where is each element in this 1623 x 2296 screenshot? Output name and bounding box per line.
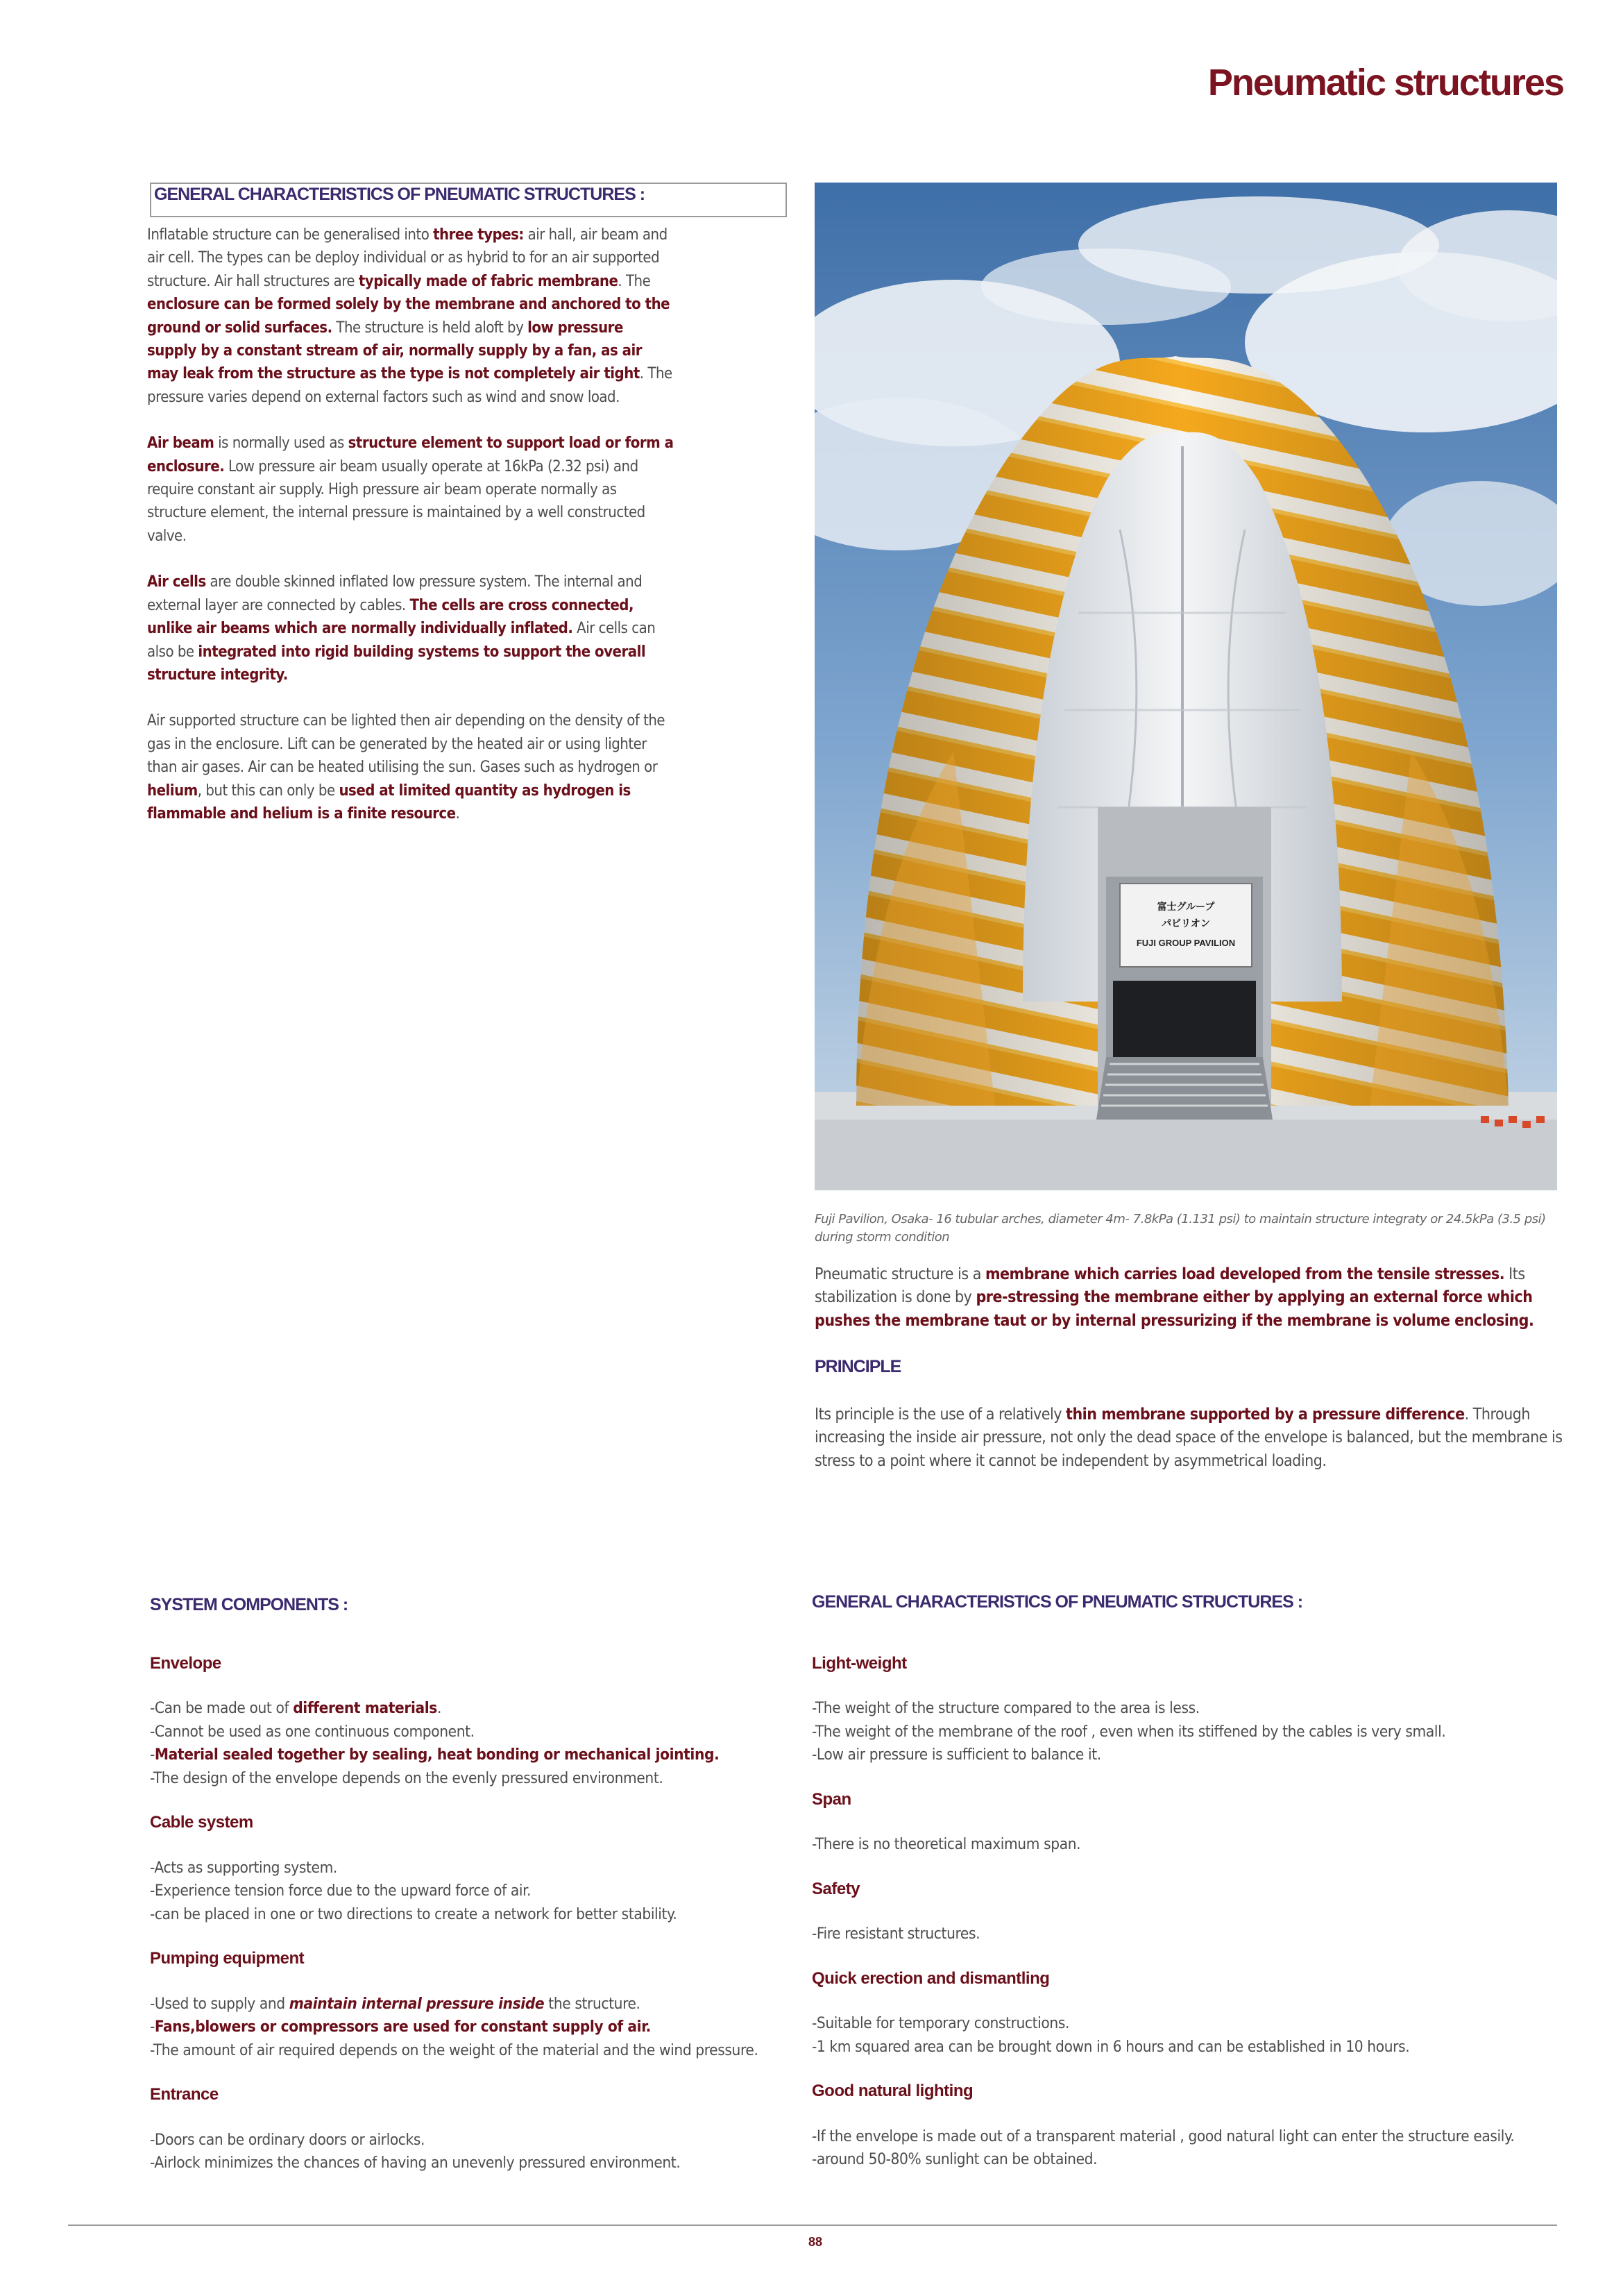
emphasis-text: maintain internal pressure inside xyxy=(289,1994,545,2013)
bullet-line xyxy=(150,1880,816,1903)
section-envelope xyxy=(150,1652,816,1790)
text-run: -Can be made out of xyxy=(150,1699,294,1718)
text-run: , but this can only be xyxy=(197,782,339,800)
principle-paragraph xyxy=(815,1403,1564,1473)
section-lines xyxy=(150,1697,816,1790)
text-run: -The weight of the membrane of the roof , even when its stiffened by the cables is very small. xyxy=(812,1722,1446,1741)
section-safety xyxy=(812,1877,1568,1946)
text-run: Pneumatic structure is a xyxy=(815,1265,985,1283)
text-run: -can be placed in one or two directions to create a network for better stability. xyxy=(150,1905,677,1923)
section-title: Cable system xyxy=(150,1813,253,1832)
emphasis-text: different materials xyxy=(293,1699,437,1718)
emphasis-text: membrane which carries load developed from the tensile stresses. xyxy=(985,1265,1505,1283)
bullet-line xyxy=(150,1767,816,1791)
sign-line-1: 富士グループ xyxy=(1157,902,1215,913)
bullet-line xyxy=(812,1833,1568,1857)
general-characteristics-heading: GENERAL CHARACTERISTICS OF PNEUMATIC STRUCTURES : xyxy=(812,1592,1303,1612)
emphasis-text: helium xyxy=(147,782,198,800)
bullet-line xyxy=(150,1721,816,1744)
section-title: Envelope xyxy=(150,1654,221,1673)
section-title: Entrance xyxy=(150,2085,219,2104)
text-run: the structure. xyxy=(544,1994,640,2013)
section-title: Safety xyxy=(812,1879,860,1898)
text-run: Its stabilization is done by xyxy=(815,1265,1525,1307)
sign-line-2: パビリオン xyxy=(1162,918,1210,929)
bullet-line xyxy=(150,2152,816,2175)
section-lines xyxy=(150,1993,816,2063)
section-good-natural-lighting xyxy=(812,2079,1568,2171)
fuji-pavilion-photo xyxy=(815,183,1557,1190)
text-run: -The weight of the structure compared to the area is less. xyxy=(812,1699,1200,1718)
emphasis-text: enclosure can be formed solely by the membrane and anchored to the ground or solid surfaces. xyxy=(147,296,670,337)
bullet-line xyxy=(812,1744,1568,1767)
emphasis-text: Air cells xyxy=(147,573,206,591)
emphasis-text: Fans,blowers or compressors are used for constant supply of air. xyxy=(154,2018,651,2036)
system-components-heading: SYSTEM COMPONENTS : xyxy=(150,1595,348,1614)
section-cable-system xyxy=(150,1811,816,1926)
text-run: -There is no theoretical maximum span. xyxy=(812,1835,1081,1854)
emphasis-text: pre-stressing the membrane either by applying an external force which pushes the membrane taut or by internal pressurizing if the membrane is volume enclosing. xyxy=(815,1288,1534,1330)
section-lines xyxy=(812,1923,1568,1946)
emphasis-text: Material sealed together by sealing, heat bonding or mechanical jointing. xyxy=(154,1746,720,1764)
definition-text xyxy=(815,1263,1564,1333)
text-run: Low pressure air beam usually operate at 16kPa (2.32 psi) and require constant air supply. High pressure air beam operate normally as structure element, the internal pressure is maintained by a well constructed valve. xyxy=(147,457,645,545)
intro-paragraph-air-hall xyxy=(147,223,674,409)
principle-heading: PRINCIPLE xyxy=(815,1357,901,1376)
bullet-line xyxy=(150,1903,816,1927)
intro-paragraph-air-beam xyxy=(147,432,674,548)
emphasis-text: low pressure supply by a constant stream of air, normally supply by a fan, as air may leak from the structure as the type is not completely air tight xyxy=(147,319,643,383)
text-run: -1 km squared area can be brought down in 6 hours and can be established in 10 hours. xyxy=(812,2037,1410,2056)
emphasis-text: thin membrane supported by a pressure difference xyxy=(1066,1406,1465,1424)
page-number: 88 xyxy=(808,2235,823,2249)
text-run: -Suitable for temporary constructions. xyxy=(812,2014,1069,2033)
emphasis-text: structure element to support load or form a enclosure. xyxy=(147,434,674,475)
text-run: The types can be deploy individual or as hybrid to for an air supported structure. Air hall structures are xyxy=(147,249,660,290)
bullet-line xyxy=(812,2148,1568,2172)
section-pumping-equipment xyxy=(150,1947,816,2062)
section-title: Good natural lighting xyxy=(812,2082,974,2101)
text-run: -The design of the envelope depends on the evenly pressured environment. xyxy=(150,1769,663,1787)
text-run: -around 50-80% sunlight can be obtained. xyxy=(812,2150,1098,2169)
text-run: -Low air pressure is sufficient to balance it. xyxy=(812,1746,1101,1764)
emphasis-text: integrated into rigid building systems to support the overall structure integrity. xyxy=(147,643,646,684)
text-run: Air supported structure can be lighted then air depending on the density of the gas in the enclosure. Lift can be generated by the heated air or using lighter than air gases. Air can be heated utilising the sun. Gases such as hydrogen or xyxy=(147,712,665,777)
text-run: is normally used as xyxy=(214,434,348,453)
text-run: . xyxy=(455,804,460,822)
bullet-line xyxy=(812,1697,1568,1721)
photo-caption: Fuji Pavilion, Osaka- 16 tubular arches, diameter 4m- 7.8kPa (1.131 psi) to maintain structure integraty or 24.5kPa (3.5 psi) during storm condition xyxy=(815,1212,1546,1244)
intro-paragraph-air-cells xyxy=(147,571,674,686)
intro-paragraph-lift xyxy=(147,709,674,825)
emphasis-text: The cells are cross connected, unlike air beams which are normally individually inflated. xyxy=(147,596,634,638)
text-run: . The pressure varies depend on external factors such as wind and snow load. xyxy=(147,365,672,406)
emphasis-text: Air beam xyxy=(147,434,214,453)
section-title: Light-weight xyxy=(812,1654,907,1673)
bullet-line xyxy=(812,1721,1568,1744)
text-run: Inflatable structure can be generalised into xyxy=(147,226,434,244)
bullet-line xyxy=(812,2036,1568,2059)
text-run: Air cells can also be xyxy=(147,620,656,661)
section-title: Quick erection and dismantling xyxy=(812,1968,1050,1988)
bullet-line xyxy=(150,1857,816,1880)
text-run: -The amount of air required depends on the weight of the material and the wind pressure. xyxy=(150,2041,758,2059)
text-run: . Through increasing the inside air pressure, not only the dead space of the envelope is balanced, but the membrane is stress to a point where it cannot be independent by asymmetrical loading. xyxy=(815,1406,1563,1470)
bullet-line xyxy=(150,2039,816,2063)
section-lines xyxy=(150,2129,816,2175)
bullet-line xyxy=(150,2129,816,2152)
section-lines xyxy=(812,2125,1568,2172)
emphasis-text: used at limited quantity as hydrogen is flammable and helium is a finite resource xyxy=(147,782,631,822)
text-run: -Cannot be used as one continuous component. xyxy=(150,1722,475,1741)
bullet-line xyxy=(812,1923,1568,1946)
section-title: Pumping equipment xyxy=(150,1949,305,1968)
text-run: - xyxy=(150,2018,155,2036)
text-run: -Fire resistant structures. xyxy=(812,1925,980,1943)
bullet-line xyxy=(812,2125,1568,2149)
section-lines xyxy=(150,1857,816,1927)
bullet-line xyxy=(150,1744,816,1767)
system-components-list xyxy=(150,1652,816,2196)
section-light-weight xyxy=(812,1652,1568,1767)
sign-line-3: FUJI GROUP PAVILION xyxy=(1136,938,1236,948)
intro-text xyxy=(147,223,674,848)
text-run: -Airlock minimizes the chances of having an unevenly pressured environment. xyxy=(150,2154,681,2172)
section-span xyxy=(812,1788,1568,1857)
text-run: air hall, air beam and air cell. xyxy=(147,226,668,267)
bullet-line xyxy=(150,1697,816,1721)
bullet-line xyxy=(812,2012,1568,2036)
text-run: -Experience tension force due to the upward force of air. xyxy=(150,1882,531,1900)
text-run: . The xyxy=(618,272,651,290)
section-entrance xyxy=(150,2083,816,2175)
text-run: The structure is held aloft by xyxy=(332,319,528,337)
intro-heading: GENERAL CHARACTERISTICS OF PNEUMATIC STRUCTURES : xyxy=(150,183,787,217)
section-quick-erection-and-dismantling xyxy=(812,1967,1568,2059)
bullet-line xyxy=(150,2016,816,2039)
principle-text xyxy=(815,1403,1564,1473)
definition-paragraph xyxy=(815,1263,1564,1333)
page-title: Pneumatic structures xyxy=(1207,62,1563,103)
section-lines xyxy=(812,1697,1568,1767)
footer-divider xyxy=(68,2225,1557,2226)
general-characteristics-list xyxy=(812,1652,1568,2193)
section-lines xyxy=(812,2012,1568,2059)
bullet-line xyxy=(150,1993,816,2016)
section-title: Span xyxy=(812,1789,851,1809)
text-run: Its principle is the use of a relatively xyxy=(815,1406,1067,1424)
text-run: -Doors can be ordinary doors or airlocks. xyxy=(150,2130,425,2149)
text-run: -Acts as supporting system. xyxy=(150,1858,337,1877)
text-run: -If the envelope is made out of a transparent material , good natural light can enter the structure easily. xyxy=(812,2127,1515,2145)
emphasis-text: typically made of fabric membrane xyxy=(358,272,618,290)
text-run: - xyxy=(150,1746,155,1764)
text-run: . xyxy=(436,1699,441,1718)
text-run: -Used to supply and xyxy=(150,1994,289,2013)
section-lines xyxy=(812,1833,1568,1857)
text-run: are double skinned inflated low pressure system. The internal and external layer are connected by cables. xyxy=(147,573,643,614)
emphasis-text: three types: xyxy=(433,226,524,244)
